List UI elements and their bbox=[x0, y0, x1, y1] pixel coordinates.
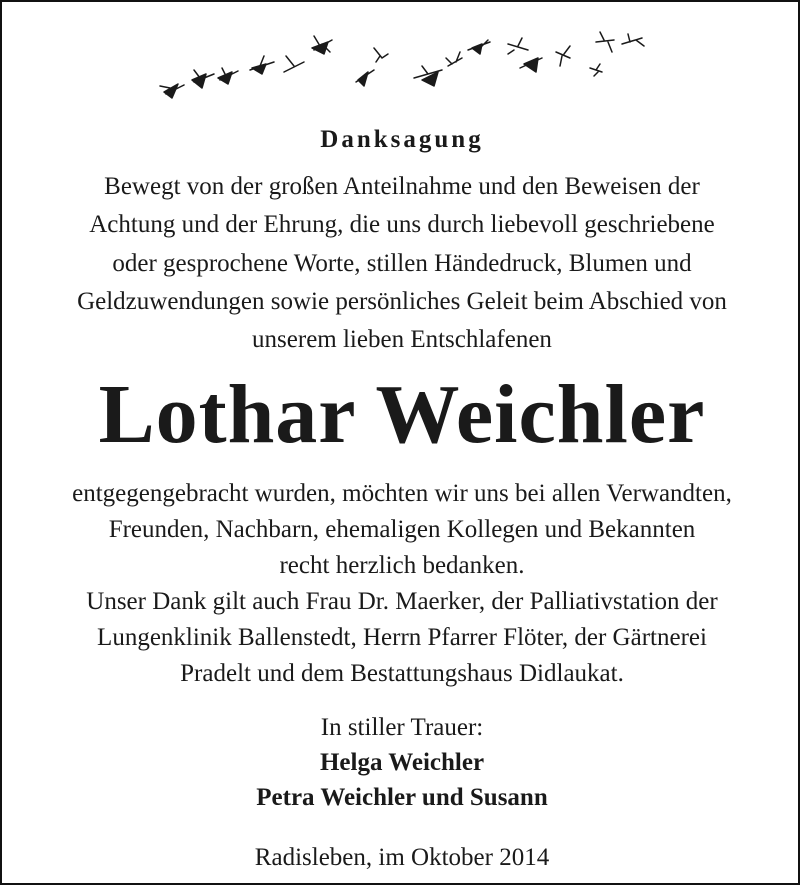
intro-line: Bewegt von der großen Anteilnahme und den Beweisen der bbox=[104, 173, 700, 200]
body-line: recht herzlich bedanken. bbox=[279, 552, 525, 579]
deceased-name: Lothar Weichler bbox=[98, 368, 706, 461]
body-line: entgegengebracht wurden, möchten wir uns bei allen Verwandten, bbox=[72, 480, 732, 507]
intro-line: unserem lieben Entschlafenen bbox=[252, 326, 552, 354]
body-line: Freunden, Nachbarn, ehemaligen Kollegen und Bekannten bbox=[108, 516, 696, 543]
body-line: Lungenklinik Ballenstedt, Herrn Pfarrer Flöter, der Gärtnerei bbox=[97, 624, 707, 651]
body-line: Unser Dank gilt auch Frau Dr. Maerker, der Palliativstation der bbox=[86, 588, 718, 615]
intro-paragraph bbox=[2, 168, 800, 359]
mourning-block bbox=[2, 710, 800, 815]
mourner-name: Helga Weichler bbox=[319, 749, 485, 776]
notice-heading: Danksagung bbox=[320, 126, 484, 153]
mourning-label: In stiller Trauer: bbox=[320, 714, 484, 741]
body-line: Pradelt und dem Bestattungshaus Didlaukat. bbox=[180, 660, 624, 687]
intro-line: Geldzuwendungen sowie persönliches Geleit beim Abschied von bbox=[77, 287, 727, 315]
intro-line: Achtung und der Ehrung, die uns durch liebevoll geschriebene bbox=[89, 211, 715, 239]
flying-birds-icon bbox=[152, 28, 652, 108]
thanks-paragraph bbox=[2, 476, 800, 692]
intro-line: oder gesprochene Worte, stillen Händedruck, Blumen und bbox=[112, 249, 692, 277]
place-date: Radisleben, im Oktober 2014 bbox=[254, 844, 550, 871]
mourner-name: Petra Weichler und Susann bbox=[256, 784, 548, 811]
